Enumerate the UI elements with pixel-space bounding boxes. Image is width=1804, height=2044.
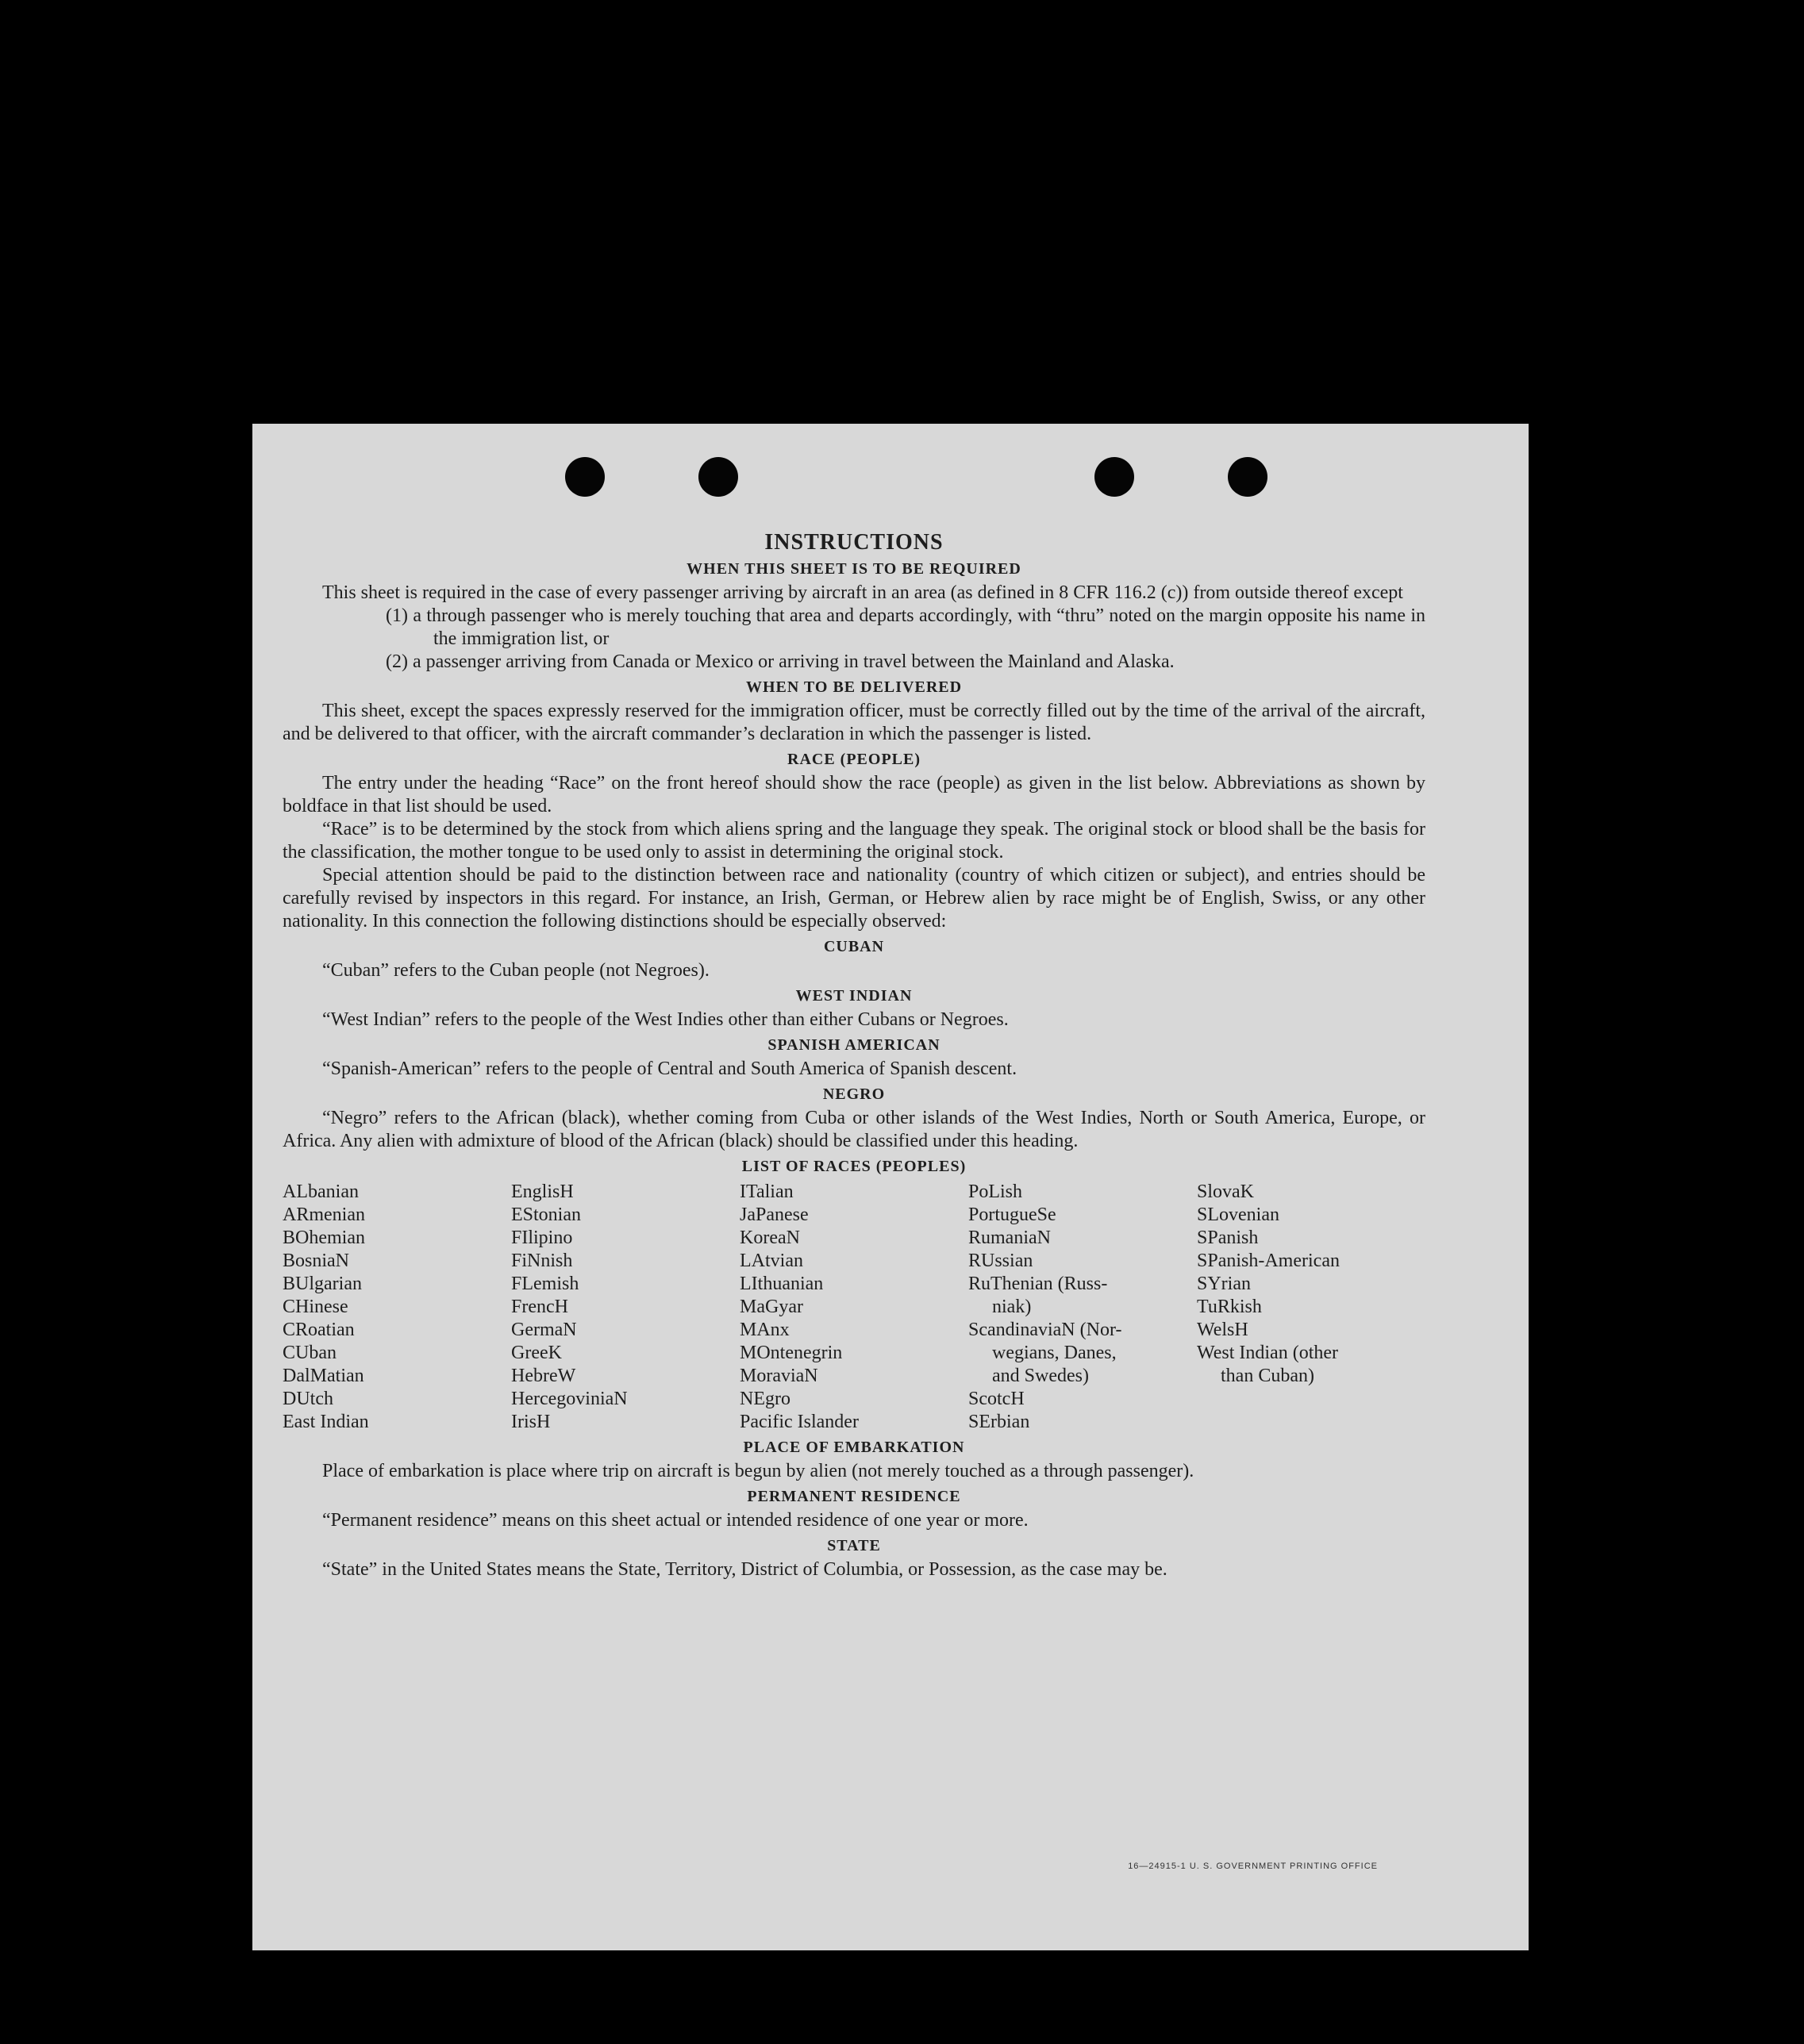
west-indian-text: “West Indian” refers to the people of the West Indies other than either Cubans or Negroes.: [322, 1009, 1009, 1030]
page-title: INSTRUCTIONS: [764, 530, 944, 555]
negro-text: “Negro” refers to the African (black), whether coming from Cuba or other islands of the West Indies, North or South America, Europe, or Africa. Any alien with admixture of blood of the African (black) should be classified under this heading.: [283, 1108, 1425, 1151]
race-entry: CUban: [283, 1343, 337, 1363]
races-column-2: [511, 1181, 740, 1434]
race-entry: PoLish: [968, 1181, 1023, 1202]
race-entry: ScotcH: [968, 1389, 1025, 1409]
instructions-content: [283, 530, 1425, 1581]
race-entry: SErbian: [968, 1412, 1030, 1432]
race-entry: LAtvian: [740, 1251, 803, 1271]
race-entry: BUlgarian: [283, 1274, 362, 1294]
race-entry: SLovenian: [1197, 1204, 1279, 1225]
race-entry: SPanish-American: [1197, 1251, 1340, 1271]
races-column-4: [968, 1181, 1197, 1434]
race-entry: DUtch: [283, 1389, 333, 1409]
race-entry: PortugueSe: [968, 1204, 1056, 1225]
race-entry: NEgro: [740, 1389, 790, 1409]
embarkation-text: Place of embarkation is place where trip on aircraft is begun by alien (not merely touched as a through passenger).: [322, 1461, 1194, 1481]
race-entry: HercegoviniaN: [511, 1389, 628, 1409]
spanish-american-text: “Spanish-American” refers to the people of Central and South America of Spanish descent.: [322, 1058, 1017, 1079]
race-entry: RUssian: [968, 1251, 1033, 1271]
heading-list-of-races: LIST OF RACES (PEOPLES): [741, 1158, 967, 1175]
race-paragraph-3: Special attention should be paid to the distinction between race and nationality (country of which citizen or subject), and entries should be carefully revised by inspectors in this regard. For instance, an Irish, German, or Hebrew alien by race might be of English, Swiss, or any other nationality. In this connection the following distinctions should be especially observed:: [283, 865, 1425, 932]
permanent-residence-text: “Permanent residence” means on this sheet actual or intended residence of one year or more.: [322, 1510, 1029, 1531]
race-entry: ITalian: [740, 1181, 794, 1202]
heading-cuban: CUBAN: [823, 938, 885, 955]
race-entry: FLemish: [511, 1274, 579, 1294]
punch-hole: [565, 457, 605, 497]
race-paragraph-1: The entry under the heading “Race” on the front hereof should show the race (people) as given in the list below. Abbreviations as shown by boldface in that list should be used.: [283, 773, 1425, 816]
when-delivered-text: This sheet, except the spaces expressly reserved for the immigration officer, must be correctly filled out by the time of the arrival of the aircraft, and be delivered to that officer, with the aircraft commander’s declaration in which the passenger is listed.: [283, 701, 1425, 744]
heading-embarkation: PLACE OF EMBARKATION: [743, 1439, 965, 1456]
race-entry: MoraviaN: [740, 1366, 818, 1386]
race-entry: IrisH: [511, 1412, 551, 1432]
punch-hole: [1228, 457, 1267, 497]
race-entry: CHinese: [283, 1297, 348, 1317]
race-entry: WelsH: [1197, 1320, 1248, 1340]
race-entry: HebreW: [511, 1366, 576, 1386]
race-entry: East Indian: [283, 1412, 369, 1432]
race-entry: ALbanian: [283, 1181, 359, 1202]
heading-west-indian: WEST INDIAN: [795, 987, 913, 1005]
race-entry: SPanish: [1197, 1228, 1259, 1248]
heading-negro: NEGRO: [822, 1085, 886, 1103]
races-column-3: [740, 1181, 968, 1434]
race-entry: GermaN: [511, 1320, 577, 1340]
race-entry: RuThenian (Russ-: [968, 1274, 1108, 1294]
race-entry: KoreaN: [740, 1228, 800, 1248]
race-entry: West Indian (other: [1197, 1343, 1339, 1363]
race-entry: niak): [992, 1297, 1032, 1317]
race-entry: CRoatian: [283, 1320, 355, 1340]
state-text: “State” in the United States means the State, Territory, District of Columbia, or Possession, as the case may be.: [322, 1559, 1167, 1580]
race-entry: DalMatian: [283, 1366, 364, 1386]
race-entry: GreeK: [511, 1343, 562, 1363]
race-entry: wegians, Danes,: [992, 1343, 1117, 1363]
race-entry: TuRkish: [1197, 1297, 1262, 1317]
race-entry: MOntenegrin: [740, 1343, 843, 1363]
race-entry: EnglisH: [511, 1181, 574, 1202]
race-entry: FrencH: [511, 1297, 568, 1317]
race-entry: BosniaN: [283, 1251, 349, 1271]
race-entry: JaPanese: [740, 1204, 809, 1225]
race-entry: SlovaK: [1197, 1181, 1254, 1202]
heading-when-delivered: WHEN TO BE DELIVERED: [745, 678, 963, 696]
race-entry: Pacific Islander: [740, 1412, 859, 1432]
races-list: [283, 1181, 1425, 1434]
race-entry: MaGyar: [740, 1297, 803, 1317]
heading-state: STATE: [827, 1537, 881, 1554]
race-entry: SYrian: [1197, 1274, 1251, 1294]
race-entry: EStonian: [511, 1204, 581, 1225]
race-entry: and Swedes): [992, 1366, 1089, 1386]
race-entry: LIthuanian: [740, 1274, 824, 1294]
races-column-5: [1197, 1181, 1425, 1434]
heading-spanish-american: SPANISH AMERICAN: [767, 1036, 940, 1054]
race-entry: FiNnish: [511, 1251, 573, 1271]
when-required-intro: This sheet is required in the case of every passenger arriving by aircraft in an area (as defined in 8 CFR 116.2 (c)) from outside thereof except: [322, 582, 1403, 603]
race-entry: BOhemian: [283, 1228, 365, 1248]
heading-race: RACE (PEOPLE): [787, 751, 921, 768]
race-entry: than Cuban): [1221, 1366, 1314, 1386]
exception-item-1: (1) a through passenger who is merely touching that area and departs accordingly, with “thru” noted on the margin opposite his name in the immigration list, or: [386, 605, 1425, 649]
heading-when-required: WHEN THIS SHEET IS TO BE REQUIRED: [687, 560, 1021, 578]
cuban-text: “Cuban” refers to the Cuban people (not Negroes).: [322, 960, 710, 981]
race-entry: MAnx: [740, 1320, 790, 1340]
races-column-1: [283, 1181, 511, 1434]
printer-imprint: 16—24915-1 U. S. GOVERNMENT PRINTING OFFICE: [1128, 1862, 1378, 1871]
punch-hole: [1094, 457, 1134, 497]
race-entry: ARmenian: [283, 1204, 365, 1225]
exception-item-2: (2) a passenger arriving from Canada or Mexico or arriving in travel between the Mainland and Alaska.: [386, 651, 1175, 672]
race-entry: ScandinaviaN (Nor-: [968, 1320, 1122, 1340]
punch-hole: [698, 457, 738, 497]
race-entry: FIlipino: [511, 1228, 573, 1248]
race-entry: RumaniaN: [968, 1228, 1051, 1248]
race-paragraph-2: “Race” is to be determined by the stock from which aliens spring and the language they speak. The original stock or blood shall be the basis for the classification, the mother tongue to be used only to assist in determining the original stock.: [283, 819, 1425, 863]
heading-permanent-residence: PERMANENT RESIDENCE: [747, 1488, 961, 1505]
document-sheet: [252, 424, 1529, 1950]
